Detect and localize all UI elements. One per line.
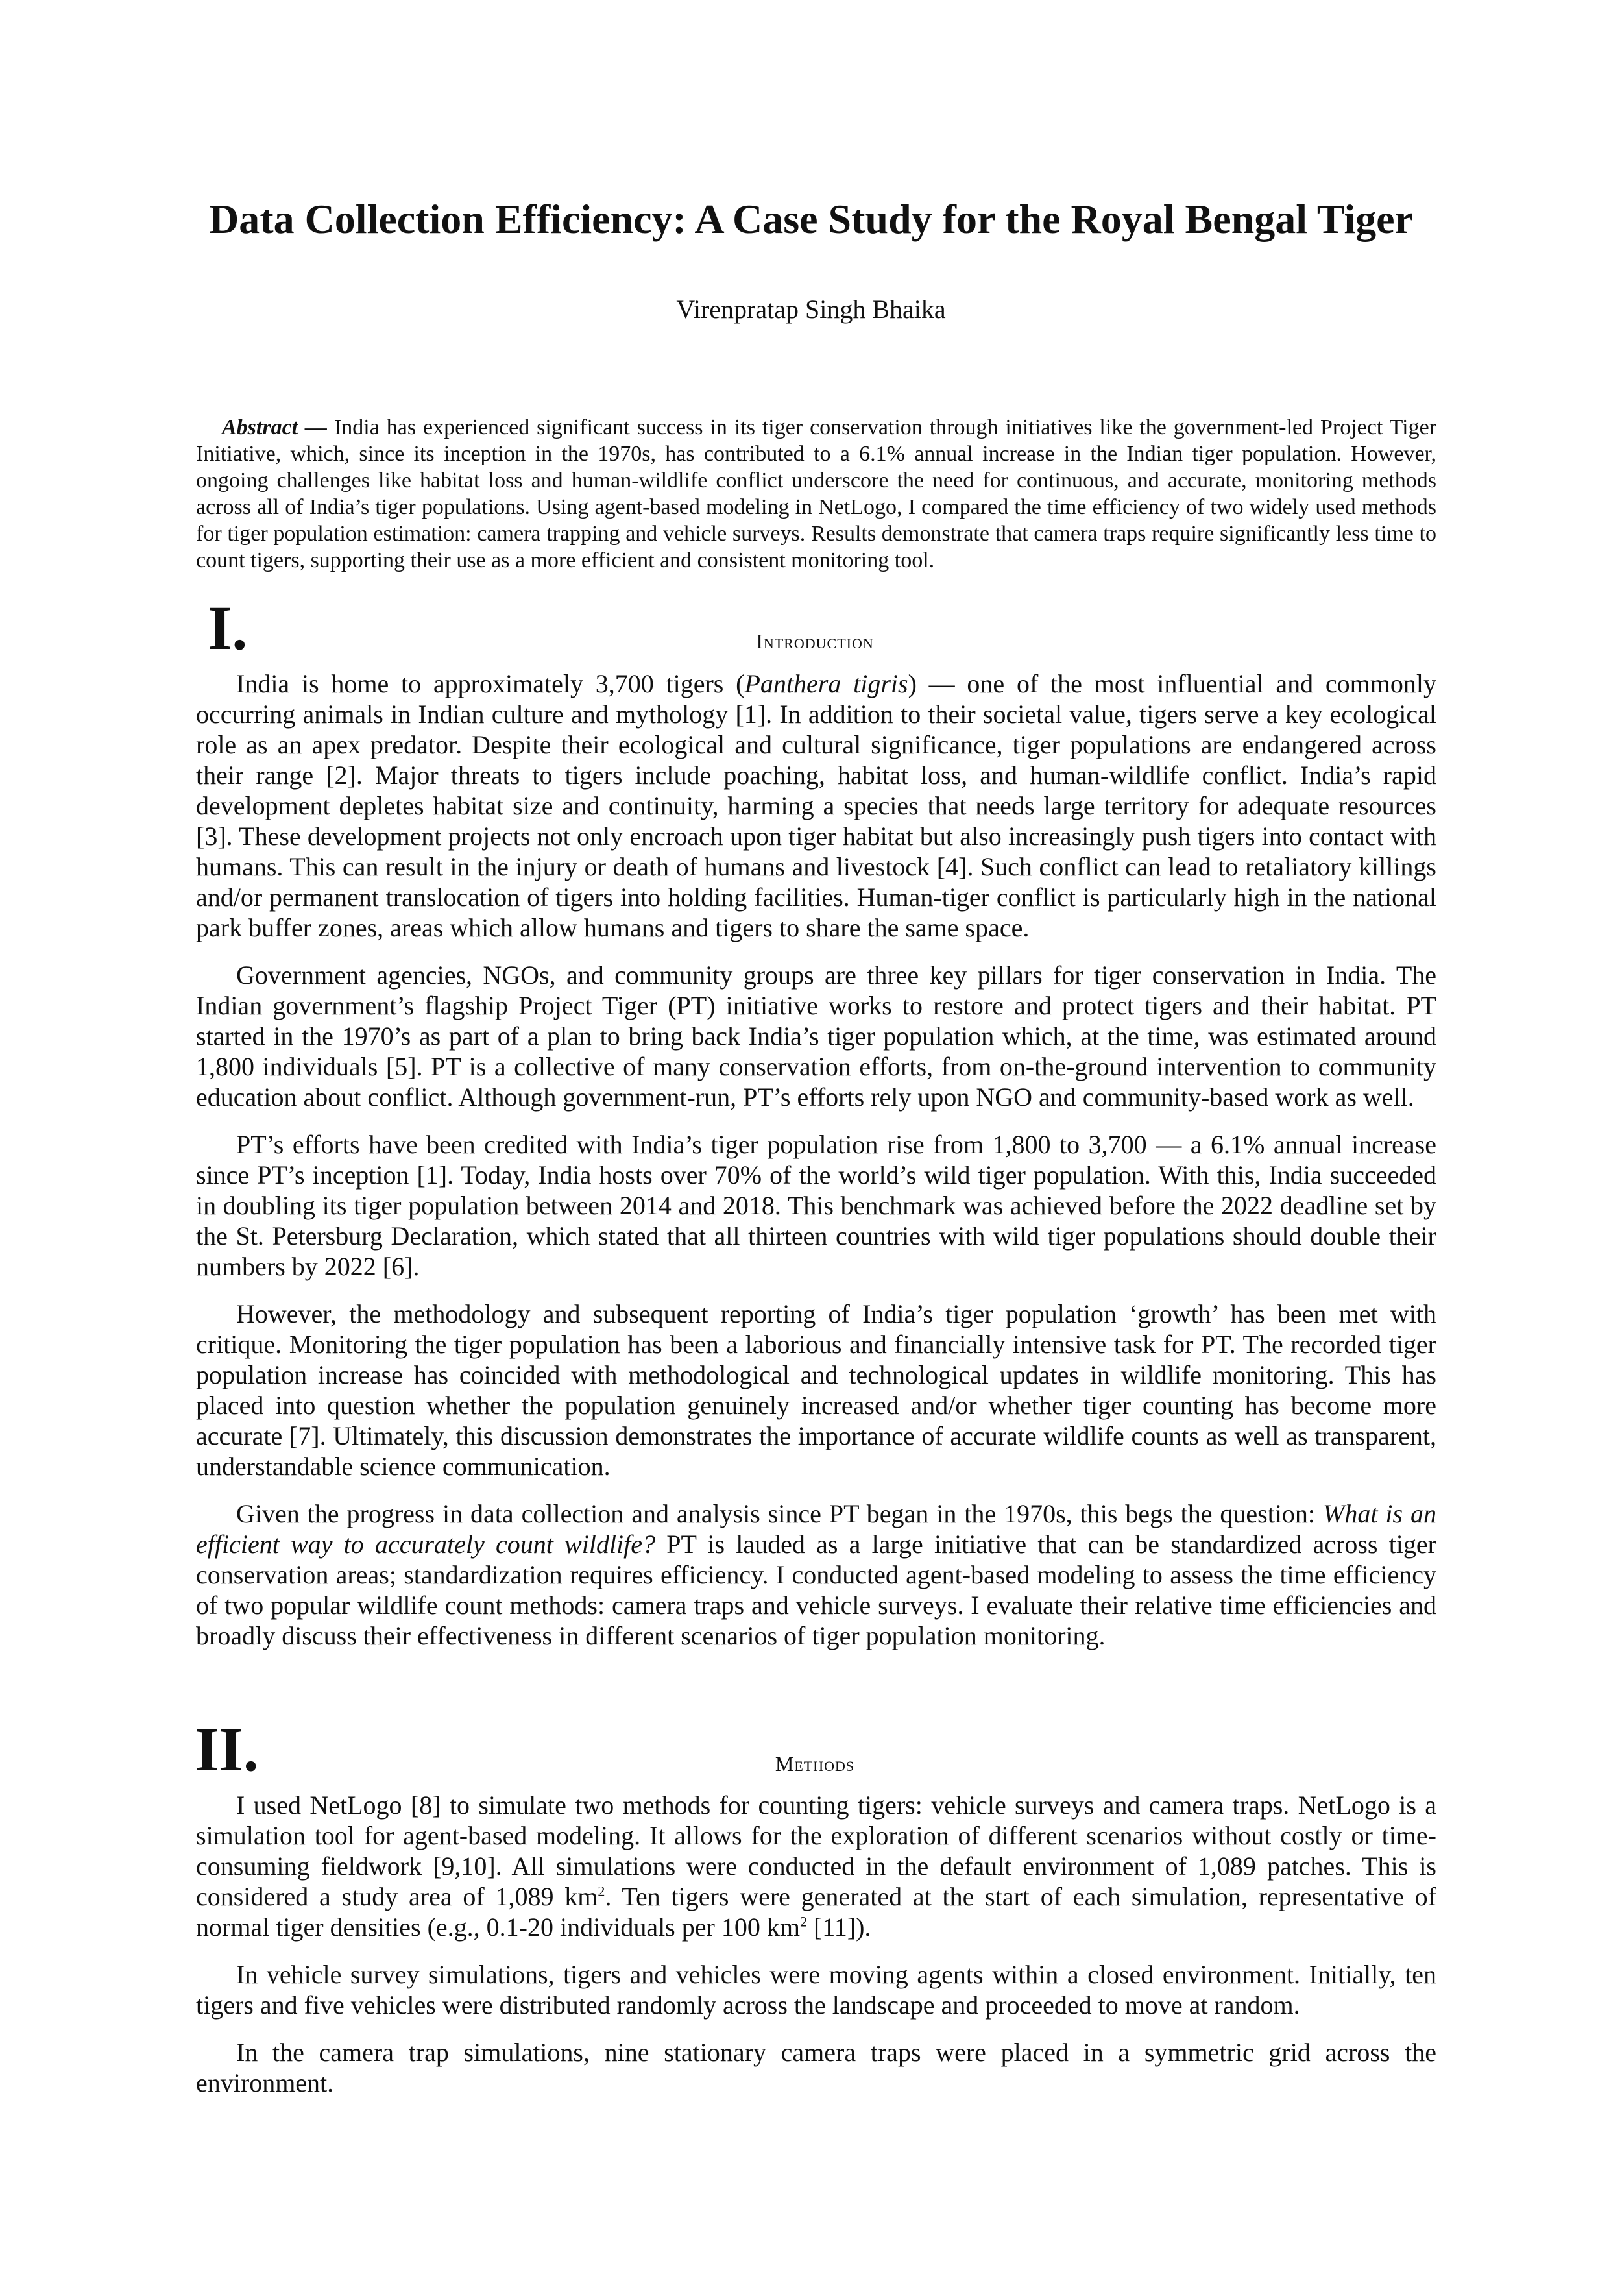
abstract-label: Abstract —: [222, 415, 328, 439]
author-name: Virenpratap Singh Bhaika: [676, 295, 946, 324]
paragraph: In the camera trap simulations, nine stationary camera traps were placed in a symmetric grid across the environment.: [196, 2038, 1436, 2097]
introduction-body: [196, 668, 1436, 1668]
section-numeral: I.: [208, 593, 248, 663]
section-heading: Methods: [775, 1752, 855, 1776]
section-heading: Introduction: [756, 629, 874, 653]
paragraph: In vehicle survey simulations, tigers and vehicles were moving agents within a closed environment. Initially, ten tigers and five vehicles were distributed randomly across the landscape and proceeded to move at random.: [196, 1960, 1436, 2020]
paper-title: Data Collection Efficiency: A Case Study for the Royal Bengal Tiger: [209, 196, 1413, 242]
paragraph: Given the progress in data collection and analysis since PT began in the 1970s, this begs the question: What is an efficient way to accurately count wildlife? PT is lauded as a large initiative that can be standardized across tiger conservation areas; standardization requires efficiency. I conducted agent-based modeling to assess the time efficiency of two popular wildlife count methods: camera traps and vehicle surveys. I evaluate their relative time efficiencies and broadly discuss their effectiveness in different scenarios of tiger population monitoring.: [196, 1499, 1436, 1650]
paragraph: PT’s efforts have been credited with India’s tiger population rise from 1,800 to 3,700 — a 6.1% annual increase since PT’s inception [1]. Today, India hosts over 70% of the world’s wild tiger population. With this, India succeeded in doubling its tiger population between 2014 and 2018. This benchmark was achieved before the 2022 deadline set by the St. Petersburg Declaration, which stated that all thirteen countries with wild tiger populations should double their numbers by 2022 [6].: [196, 1130, 1436, 1281]
paragraph: However, the methodology and subsequent reporting of India’s tiger population ‘growth’ has been met with critique. Monitoring the tiger population has been a laborious and financially intensive task for PT. The recorded tiger population increase has coincided with methodological and technological updates in wildlife monitoring. This has placed into question whether the population genuinely increased and/or whether tiger counting has become more accurate [7]. Ultimately, this discussion demonstrates the importance of accurate wildlife counts as well as transparent, understandable science communication.: [196, 1299, 1436, 1481]
abstract-text: India has experienced significant success in its tiger conservation through initiatives like the government-led Project Tiger Initiative, which, since its inception in the 1970s, has contributed to a 6.1% annual increase in the Indian tiger population. However, ongoing challenges like habitat loss and human-wildlife conflict underscore the need for continuous, and accurate, monitoring methods across all of India’s tiger populations. Using agent-based modeling in NetLogo, I compared the time efficiency of two widely used methods for tiger population estimation: camera trapping and vehicle surveys. Results demonstrate that camera traps require significantly less time to count tigers, supporting their use as a more efficient and consistent monitoring tool.: [196, 415, 1437, 572]
paragraph: Government agencies, NGOs, and community groups are three key pillars for tiger conservation in India. The Indian government’s flagship Project Tiger (PT) initiative works to restore and protect tigers and their habitat. PT started in the 1970’s as part of a plan to bring back India’s tiger population which, at the time, was estimated around 1,800 individuals [5]. PT is a collective of many conservation efforts, from on-the-ground intervention to community education about conflict. Although government-run, PT’s efforts rely upon NGO and community-based work as well.: [196, 960, 1436, 1112]
paragraph: I used NetLogo [8] to simulate two methods for counting tigers: vehicle surveys and camera traps. NetLogo is a simulation tool for agent-based modeling. It allows for the exploration of different scenarios without costly or time-consuming fieldwork [9,10]. All simulations were conducted in the default environment of 1,089 patches. This is considered a study area of 1,089 $km^2$. Ten tigers were generated at the start of each simulation, representative of normal tiger densities (e.g., 0.1-20 individuals per 100 $km^2$ [11]).: [196, 1790, 1436, 1942]
section-numeral: II.: [195, 1715, 259, 1784]
abstract: [196, 414, 1436, 574]
paragraph: India is home to approximately 3,700 tigers (Panthera tigris) — one of the most influential and commonly occurring animals in Indian culture and mythology [1]. In addition to their societal value, tigers serve a key ecological role as an apex predator. Despite their ecological and cultural significance, tiger populations are endangered across their range [2]. Major threats to tigers include poaching, habitat loss, and human-wildlife conflict. India’s rapid development depletes habitat size and continuity, harming a species that needs large territory for adequate resources [3]. These development projects not only encroach upon tiger habitat but also increasingly push tigers into contact with humans. This can result in the injury or death of humans and livestock [4]. Such conflict can lead to retaliatory killings and/or permanent translocation of tigers into holding facilities. Human-tiger conflict is particularly high in the national park buffer zones, areas which allow humans and tigers to share the same space.: [196, 669, 1436, 942]
methods-body: [196, 1790, 1436, 2115]
